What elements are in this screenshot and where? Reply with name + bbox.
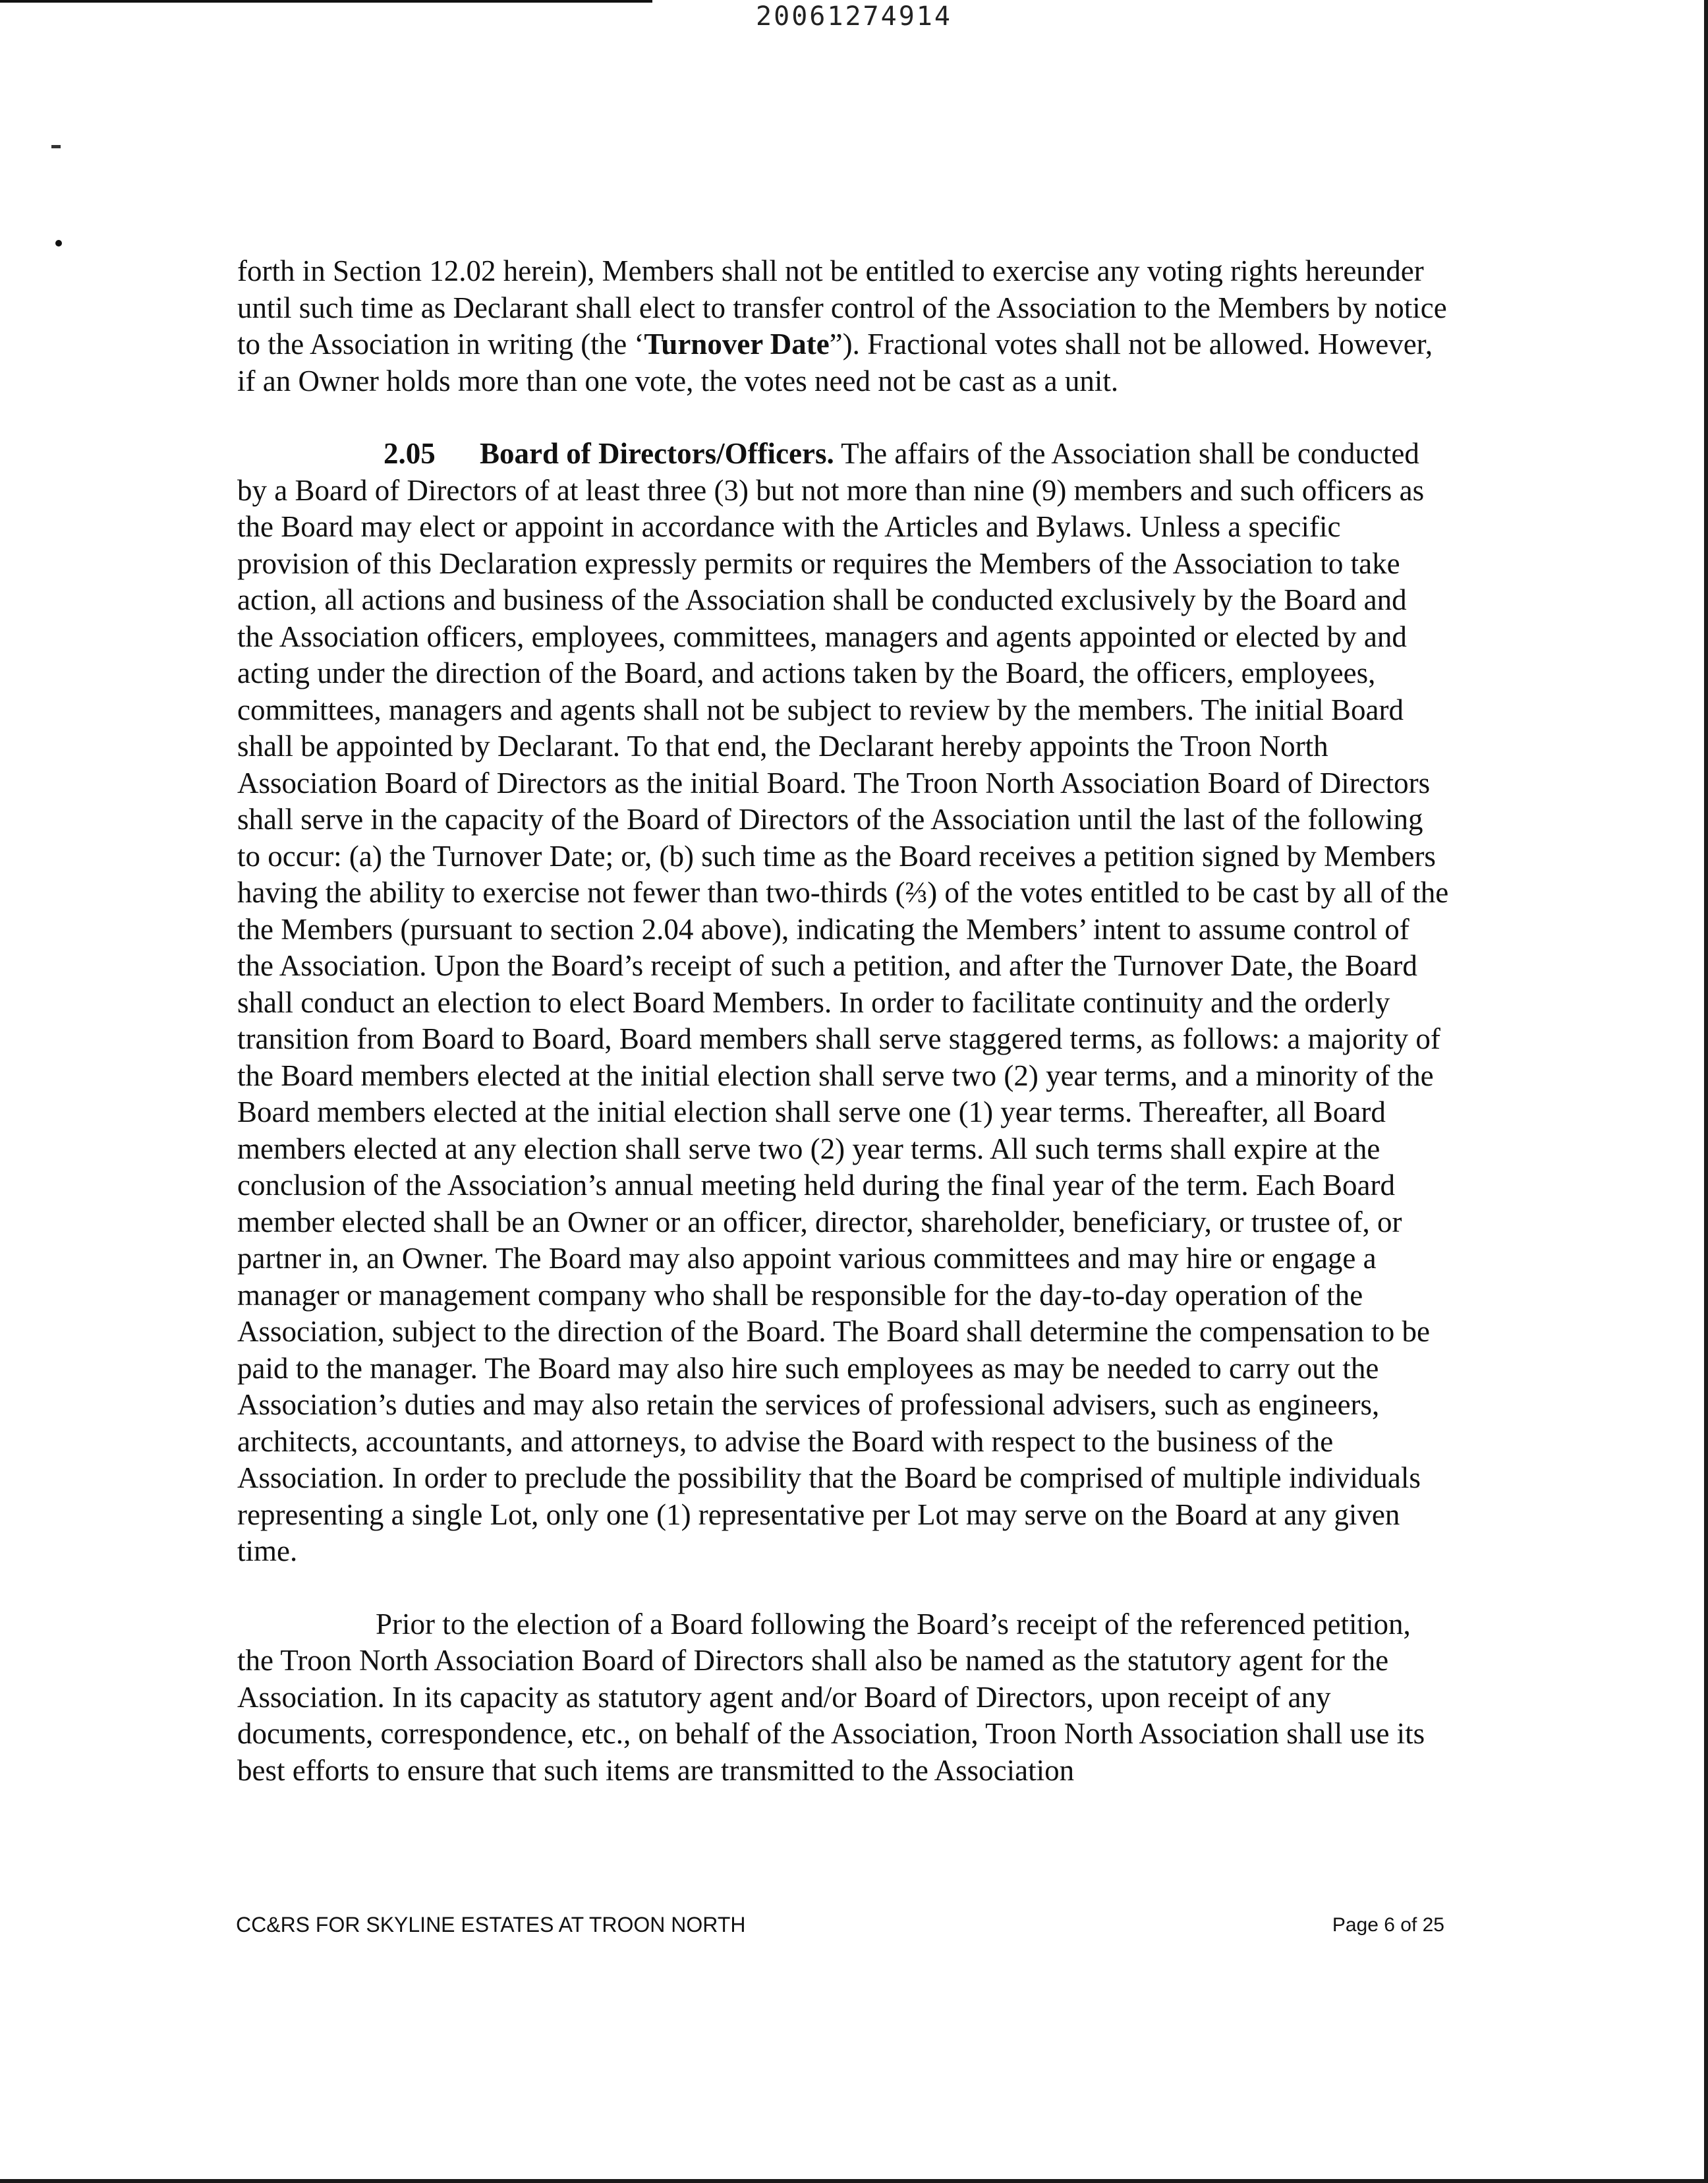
- defined-term-turnover-date: Turnover Date: [644, 328, 830, 361]
- scan-mark-dot: [55, 240, 62, 247]
- footer-document-title: CC&RS FOR SKYLINE ESTATES AT TROON NORTH: [236, 1913, 746, 1936]
- paragraph-text: forth in Section 12.02 herein), Members shall not be entitled to exercise any voting rights hereunder until such time as Declarant shall elect to transfer control of the Association to the Members by notice to the Association in writing (the ‘: [237, 254, 1447, 361]
- footer-page-number: Page 6 of 25: [1332, 1914, 1444, 1936]
- paragraph-text: Prior to the election of a Board following the Board’s receipt of the referenced petition, the Troon North Association Board of Directors shall also be named as the statutory agent for the Association. In its capacity as statutory agent and/or Board of Directors, upon receipt of any documents, correspondence, etc., on behalf of the Association, Troon North Association shall use its best efforts to ensure that such items are transmitted to the Association: [237, 1607, 1425, 1787]
- section-text: The affairs of the Association shall be conducted by a Board of Directors of at least three (3) but not more than nine (9) members and such officers as the Board may elect or appoint in accordance with the Articles and Bylaws. Unless a specific provision of this Declaration expressly permits or requires the Members of the Association to take action, all actions and business of the Association shall be conducted exclusively by the Board and the Association officers, employees, committees, managers and agents appointed or elected by and acting under the direction of the Board, and actions taken by the Board, the officers, employees, committees, managers and agents shall not be subject to review by the members. The initial Board shall be appointed by Declarant. To that end, the Declarant hereby appoints the Troon North Association Board of Directors as the initial Board. The Troon North Association Board of Directors shall serve in the capacity of the Board of Directors of the Association until the last of the following to occur: (a) the Turnover Date; or, (b) such time as the Board receives a petition signed by Members having the ability to exercise not fewer than two-thirds (⅔) of the votes entitled to be cast by all of the the Members (pursuant to section 2.04 above), indicating the Members’ intent to assume control of the Association. Upon the Board’s receipt of such a petition, and after the Turnover Date, the Board shall conduct an election to elect Board Members. In order to facilitate continuity and the orderly transition from Board to Board, Board members shall serve staggered terms, as follows: a majority of the Board members elected at the initial election shall serve two (2) year terms, and a minority of the Board members elected at the initial election shall serve one (1) year terms. Thereafter, all Board members elected at any election shall serve two (2) year terms. All such terms shall expire at the conclusion of the Association’s annual meeting held during the final year of the term. Each Board member elected shall be an Owner or an officer, director, shareholder, beneficiary, or trustee of, or partner in, an Owner. The Board may also appoint various committees and may hire or engage a manager or management company who shall be responsible for the day-to-day operation of the Association, subject to the direction of the Board. The Board shall determine the compensation to be paid to the manager. The Board may also hire such employees as may be needed to carry out the Association’s duties and may also retain the services of professional advisers, such as engineers, architects, accountants, and attorneys, to advise the Board with respect to the business of the Association. In order to preclude the possibility that the Board be comprised of multiple individuals representing a single Lot, only one (1) representative per Lot may serve on the Board at any given time.: [237, 437, 1449, 1567]
- paragraph-voting-rights: [237, 253, 1450, 399]
- document-body: [237, 253, 1450, 1789]
- document-number: 20061274914: [756, 1, 952, 32]
- paragraph-statutory-agent: [237, 1606, 1450, 1790]
- scan-right-edge: [1704, 0, 1708, 2183]
- section-2-05: [237, 436, 1450, 1570]
- scan-bottom-edge: [0, 2179, 1708, 2183]
- paragraph-text: ”). Fractional votes shall not be allowed. However, if an Owner holds more than one vote, the votes need not be cast as a unit.: [237, 328, 1433, 397]
- section-number: 2.05: [384, 437, 436, 470]
- section-title: Board of Directors/Officers.: [480, 437, 834, 470]
- scan-mark-dash: [51, 145, 61, 148]
